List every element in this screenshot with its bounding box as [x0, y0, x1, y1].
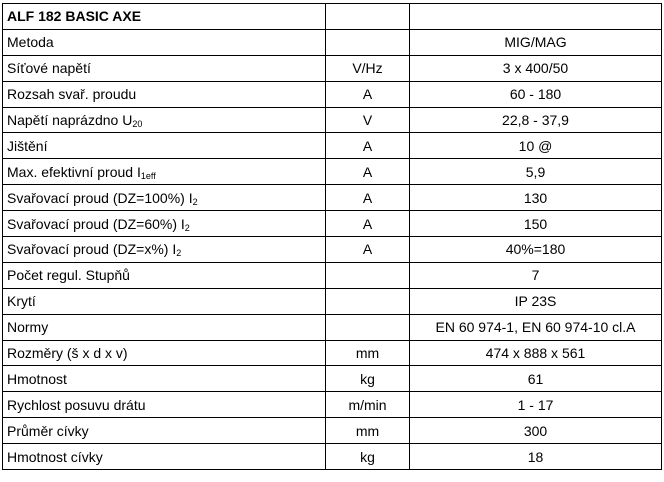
parameter-name — [3, 314, 326, 340]
table-row — [3, 366, 662, 392]
table-row — [3, 55, 662, 81]
parameter-label: Normy — [7, 319, 49, 336]
spec-table-body — [3, 4, 662, 470]
parameter-subscript: 1eff — [140, 170, 156, 181]
parameter-value: 40%=180 — [410, 237, 662, 263]
parameter-value: MIG/MAG — [410, 29, 662, 55]
parameter-unit — [326, 29, 410, 55]
parameter-label: Svařovací proud (DZ=60%) I — [7, 215, 185, 232]
table-title: ALF 182 BASIC AXE — [3, 4, 326, 30]
parameter-label: Hmotnost — [7, 370, 67, 387]
table-row — [3, 314, 662, 340]
parameter-name — [3, 418, 326, 444]
parameter-label: Metoda — [7, 34, 54, 51]
table-row — [3, 211, 662, 237]
parameter-subscript: 2 — [192, 196, 198, 207]
parameter-label: Síťové napětí — [7, 60, 91, 77]
parameter-value: 3 x 400/50 — [410, 55, 662, 81]
parameter-value: 300 — [410, 418, 662, 444]
parameter-value: 474 x 888 x 561 — [410, 340, 662, 366]
parameter-value: 5,9 — [410, 159, 662, 185]
parameter-label: Max. efektivní proud I — [7, 163, 141, 180]
parameter-name — [3, 211, 326, 237]
table-row — [3, 81, 662, 107]
parameter-unit: kg — [326, 366, 410, 392]
parameter-label: Rozsah svař. proudu — [7, 86, 137, 103]
parameter-value: 1 - 17 — [410, 392, 662, 418]
parameter-unit: A — [326, 185, 410, 211]
parameter-unit: A — [326, 81, 410, 107]
parameter-subscript: 20 — [132, 119, 143, 129]
parameter-name — [3, 81, 326, 107]
parameter-value: 130 — [410, 185, 662, 211]
title-row — [3, 4, 662, 30]
parameter-name — [3, 185, 326, 211]
parameter-value: 10 @ — [410, 133, 662, 159]
parameter-label: Krytí — [7, 293, 36, 310]
parameter-value: 61 — [410, 366, 662, 392]
parameter-unit: m/min — [326, 392, 410, 418]
parameter-unit: mm — [326, 340, 410, 366]
parameter-name — [3, 340, 326, 366]
parameter-name — [3, 392, 326, 418]
table-row — [3, 444, 662, 470]
parameter-unit: A — [326, 159, 410, 185]
parameter-label: Rozměry (š x d x v) — [7, 345, 128, 362]
parameter-label: Napětí naprázdno U — [7, 112, 133, 128]
parameter-name — [3, 262, 326, 288]
parameter-name — [3, 55, 326, 81]
parameter-unit — [326, 262, 410, 288]
parameter-value: 150 — [410, 211, 662, 237]
parameter-label: Rychlost posuvu drátu — [7, 396, 146, 413]
parameter-unit: V/Hz — [326, 55, 410, 81]
parameter-label: Průměr cívky — [7, 422, 89, 439]
parameter-label: Hmotnost cívky — [7, 448, 103, 465]
parameter-unit: A — [326, 237, 410, 263]
parameter-name — [3, 366, 326, 392]
parameter-value: EN 60 974-1, EN 60 974-10 cl.A — [410, 314, 662, 340]
spec-table — [2, 3, 662, 470]
parameter-unit — [326, 288, 410, 314]
parameter-unit: V — [326, 107, 410, 133]
parameter-name — [3, 29, 326, 55]
parameter-name — [3, 159, 326, 185]
parameter-value: 60 - 180 — [410, 81, 662, 107]
parameter-label: Svařovací proud (DZ=100%) I — [7, 189, 193, 206]
title-unit-cell — [326, 4, 410, 30]
table-row — [3, 262, 662, 288]
table-row — [3, 107, 662, 133]
parameter-unit: A — [326, 211, 410, 237]
parameter-value: 7 — [410, 262, 662, 288]
parameter-label: Jištění — [7, 137, 48, 154]
table-row — [3, 185, 662, 211]
table-row — [3, 340, 662, 366]
table-row — [3, 392, 662, 418]
parameter-unit: A — [326, 133, 410, 159]
table-row — [3, 288, 662, 314]
table-row — [3, 29, 662, 55]
parameter-value: IP 23S — [410, 288, 662, 314]
parameter-unit: mm — [326, 418, 410, 444]
parameter-name — [3, 107, 326, 133]
parameter-name — [3, 237, 326, 263]
title-value-cell — [410, 4, 662, 30]
table-row — [3, 159, 662, 185]
parameter-subscript: 2 — [176, 248, 182, 259]
parameter-value: 18 — [410, 444, 662, 470]
table-row — [3, 418, 662, 444]
parameter-unit: kg — [326, 444, 410, 470]
parameter-name — [3, 444, 326, 470]
table-row — [3, 133, 662, 159]
parameter-value: 22,8 - 37,9 — [410, 107, 662, 133]
parameter-name — [3, 133, 326, 159]
parameter-name — [3, 288, 326, 314]
parameter-label: Svařovací proud (DZ=x%) I — [7, 241, 177, 258]
parameter-label: Počet regul. Stupňů — [7, 267, 130, 284]
table-row — [3, 237, 662, 263]
parameter-unit — [326, 314, 410, 340]
parameter-subscript: 2 — [184, 222, 190, 233]
